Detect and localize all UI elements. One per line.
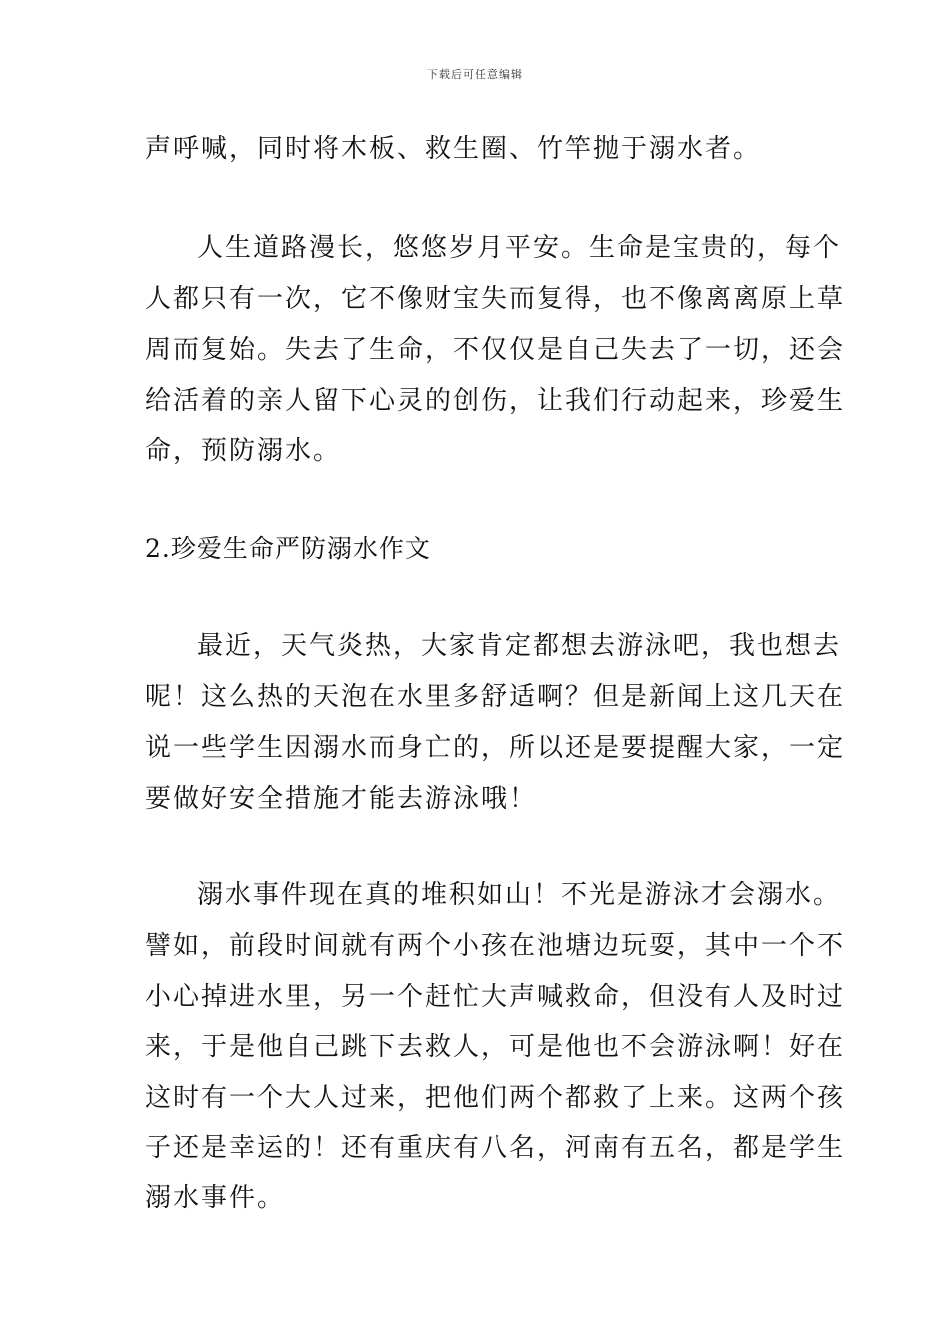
paragraph-4-line-7: 溺水事件。	[145, 1183, 286, 1213]
paragraph-4-line-1: 溺水事件现在真的堆积如山！不光是游泳才会溺水。	[197, 880, 842, 910]
paragraph-3-line-2: 呢！这么热的天泡在水里多舒适啊？但是新闻上这几天在	[145, 682, 846, 712]
paragraph-4-line-4: 来，于是他自己跳下去救人，可是他也不会游泳啊！好在	[145, 1032, 846, 1062]
paragraph-4-line-6: 子还是幸运的！还有重庆有八名，河南有五名，都是学生	[145, 1133, 846, 1163]
paragraph-3-line-3: 说一些学生因溺水而身亡的，所以还是要提醒大家，一定	[145, 733, 846, 763]
section-heading: 2.珍爱生命严防溺水作文	[145, 534, 431, 563]
paragraph-2-line-2: 人都只有一次，它不像财宝失而复得，也不像离离原上草	[145, 284, 846, 314]
paragraph-2-line-3: 周而复始。失去了生命，不仅仅是自己失去了一切，还会	[145, 335, 846, 365]
paragraph-2-line-4: 给活着的亲人留下心灵的创伤，让我们行动起来，珍爱生	[145, 386, 846, 416]
paragraph-4-line-5: 这时有一个大人过来，把他们两个都救了上来。这两个孩	[145, 1083, 846, 1113]
paragraph-2-line-5: 命，预防溺水。	[145, 436, 342, 466]
paragraph-3-line-1: 最近，天气炎热，大家肯定都想去游泳吧，我也想去	[197, 631, 842, 661]
paragraph-4-line-2: 譬如，前段时间就有两个小孩在池塘边玩耍，其中一个不	[145, 931, 846, 961]
page-header: 下载后可任意编辑	[427, 68, 523, 81]
paragraph-3-line-4: 要做好安全措施才能去游泳哦！	[145, 784, 538, 814]
paragraph-2-line-1: 人生道路漫长，悠悠岁月平安。生命是宝贵的，每个	[197, 233, 842, 263]
paragraph-4-line-3: 小心掉进水里，另一个赶忙大声喊救命，但没有人及时过	[145, 982, 846, 1012]
paragraph-1-line-1: 声呼喊，同时将木板、救生圈、竹竿抛于溺水者。	[145, 134, 762, 164]
